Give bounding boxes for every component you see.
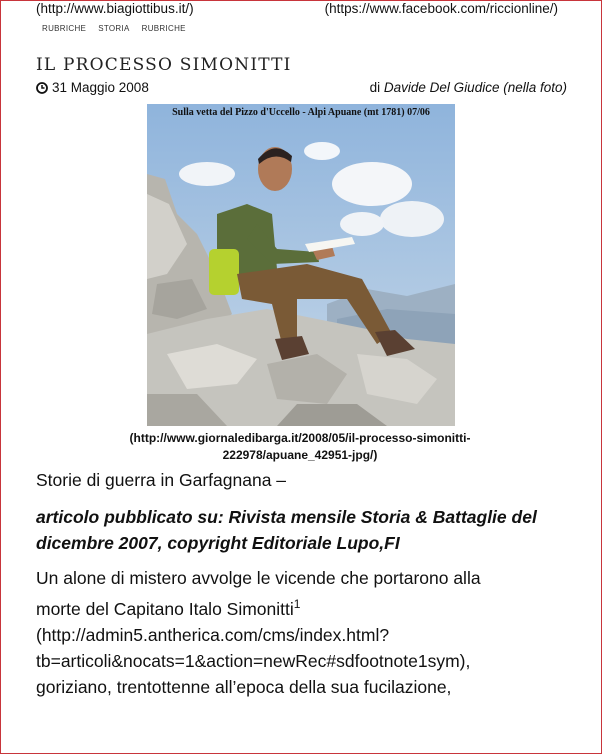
body-line-1: Un alone di mistero avvolge le vicende che portarono alla [36, 568, 481, 588]
article-meta [36, 80, 567, 95]
publication-note: articolo pubblicato su: Rivista mensile Storia & Battaglie del dicembre 2007, copyright Editoriale Lupo,FI [36, 507, 537, 553]
link-facebook[interactable]: (https://www.facebook.com/riccionline/) [324, 1, 558, 16]
nav-item-storia[interactable]: STORIA [98, 24, 130, 33]
nav-menu [42, 24, 186, 33]
body-line-2 [36, 591, 556, 622]
body-line-2-text: morte del Capitano Italo Simonitti [36, 598, 294, 619]
nav-item-rubriche-2[interactable]: RUBRICHE [141, 24, 186, 33]
body-line-5: goriziano, trentottenne all’epoca della sua fucilazione, [36, 676, 452, 697]
link-biagiottibus[interactable]: (http://www.biagiottibus.it/) [36, 1, 194, 16]
author-prefix: di [369, 80, 381, 95]
article-photo[interactable] [147, 104, 455, 426]
author-name: Davide Del Giudice (nella foto) [383, 80, 567, 95]
image-source-link[interactable] [90, 430, 510, 464]
article-author [370, 80, 567, 95]
header-urls [36, 1, 558, 16]
image-link-line-2: 222978/apuane_42951-jpg/) [222, 448, 378, 462]
footnote-mark[interactable]: 1 [293, 597, 301, 611]
page-title: IL PROCESSO SIMONITTI [36, 55, 292, 76]
clock-icon [36, 82, 48, 94]
footnote-link-line-2[interactable]: tb=articoli&nocats=1&action=newRec#sdfootnote1sym), [36, 650, 471, 671]
nav-item-rubriche[interactable]: RUBRICHE [42, 24, 87, 33]
article-body [36, 565, 556, 700]
date-text: 31 Maggio 2008 [52, 80, 149, 95]
article-date [36, 80, 149, 95]
image-link-line-1: (http://www.giornaledibarga.it/2008/05/il-processo-simonitti- [129, 431, 471, 445]
photo-caption: Sulla vetta del Pizzo d'Uccello - Alpi Apuane (mt 1781) 07/06 [172, 107, 430, 118]
article-subtitle: Storie di guerra in Garfagnana – [36, 470, 287, 490]
footnote-link-line-1[interactable]: (http://admin5.antherica.com/cms/index.html? [36, 624, 390, 645]
